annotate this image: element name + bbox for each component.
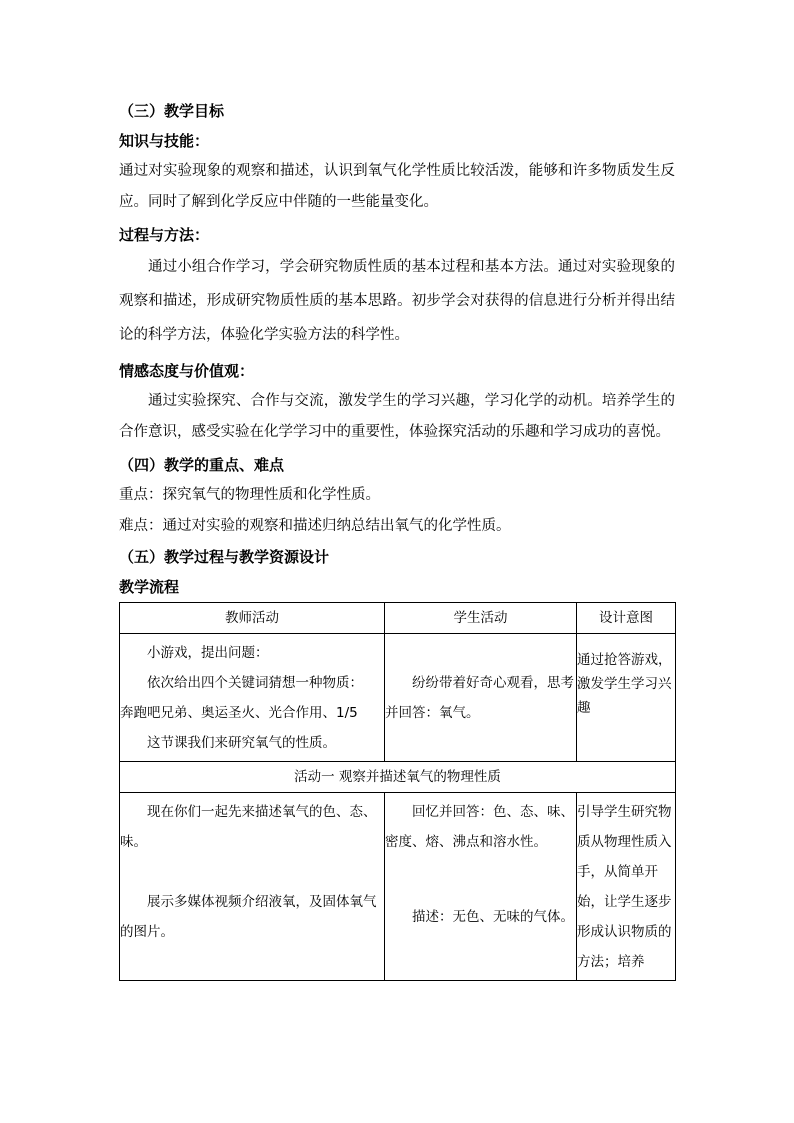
row1-intent-text: 通过抢答游戏，激发学生学习兴趣: [577, 652, 672, 716]
process-design-heading: （五）教学过程与教学资源设计: [119, 548, 330, 566]
header-intent: 设计意图: [577, 603, 676, 634]
activity1-title: 活动一 观察并描述氧气的物理性质: [120, 762, 676, 793]
table-header-row: [120, 603, 676, 634]
emotion-text: 通过实验探究、合作与交流，激发学生的学习兴趣，学习化学的动机。培养学生的合作意识，感受实验在化学学习中的重要性，体验探究活动的乐趣和学习成功的喜悦。: [119, 393, 675, 440]
flow-heading: 教学流程: [119, 578, 180, 596]
emotion-heading: 情感态度与价值观：: [119, 362, 255, 380]
row2-intent-text: 引导学生研究物质从物理性质入手，从简单开始，让学生逐步形成认识物质的方法；培养: [577, 804, 672, 970]
row2-intent-cell: [577, 793, 676, 981]
document-page: [119, 96, 675, 981]
row1-teacher-line: 小游戏，提出问题：: [147, 645, 269, 661]
row2-student-text-2: 描述：无色、无味的气体。: [412, 909, 574, 925]
header-teacher: 教师活动: [120, 603, 385, 634]
row2-student-text-1: 回忆并回答：色、态、味、密度、熔、沸点和溶水性。: [385, 804, 574, 850]
key-heading: （四）教学的重点、难点: [119, 456, 285, 474]
table-row: [120, 793, 676, 981]
row1-teacher-line: 奔跑吧兄弟、奥运圣火、光合作用、1/5: [120, 705, 358, 721]
difficult-point: 难点：通过对实验的观察和描述归纳总结出氧气的化学性质。: [119, 518, 511, 534]
table-row: [120, 634, 676, 762]
knowledge-text: 通过对实验现象的观察和描述，认识到氧气化学性质比较活泼，能够和许多物质发生反应。同时了解到化学反应中伴随的一些能量变化。: [119, 163, 675, 210]
knowledge-heading: 知识与技能：: [119, 132, 210, 150]
activity-row: [120, 762, 676, 793]
row2-teacher-text-2: 展示多媒体视频介绍液氧，及固体氧气的图片。: [120, 894, 377, 940]
objectives-heading: （三）教学目标: [119, 102, 225, 120]
row1-teacher-line: 这节课我们来研究氧气的性质。: [147, 735, 336, 751]
header-student: 学生活动: [385, 603, 577, 634]
process-heading: 过程与方法：: [119, 226, 210, 244]
row1-intent-cell: [577, 634, 676, 762]
row1-teacher-cell: [120, 634, 385, 762]
row2-teacher-text-1: 现在你们一起先来描述氧气的色、态、味。: [120, 804, 377, 850]
row2-teacher-cell: [120, 793, 385, 981]
row1-student-text: 纷纷带着好奇心观看，思考并回答：氧气。: [385, 674, 574, 721]
row2-student-cell: [385, 793, 577, 981]
key-point: 重点：探究氧气的物理性质和化学性质。: [119, 487, 380, 503]
teaching-flow-table: [119, 602, 676, 981]
row1-teacher-line: 依次给出四个关键词猜想一种物质：: [147, 675, 363, 691]
row1-student-cell: [385, 634, 577, 762]
process-text: 通过小组合作学习，学会研究物质性质的基本过程和基本方法。通过对实验现象的观察和描述，形成研究物质性质的基本思路。初步学会对获得的信息进行分析并得出结论的科学方法，体验化学实验方法的科学性。: [119, 259, 675, 343]
